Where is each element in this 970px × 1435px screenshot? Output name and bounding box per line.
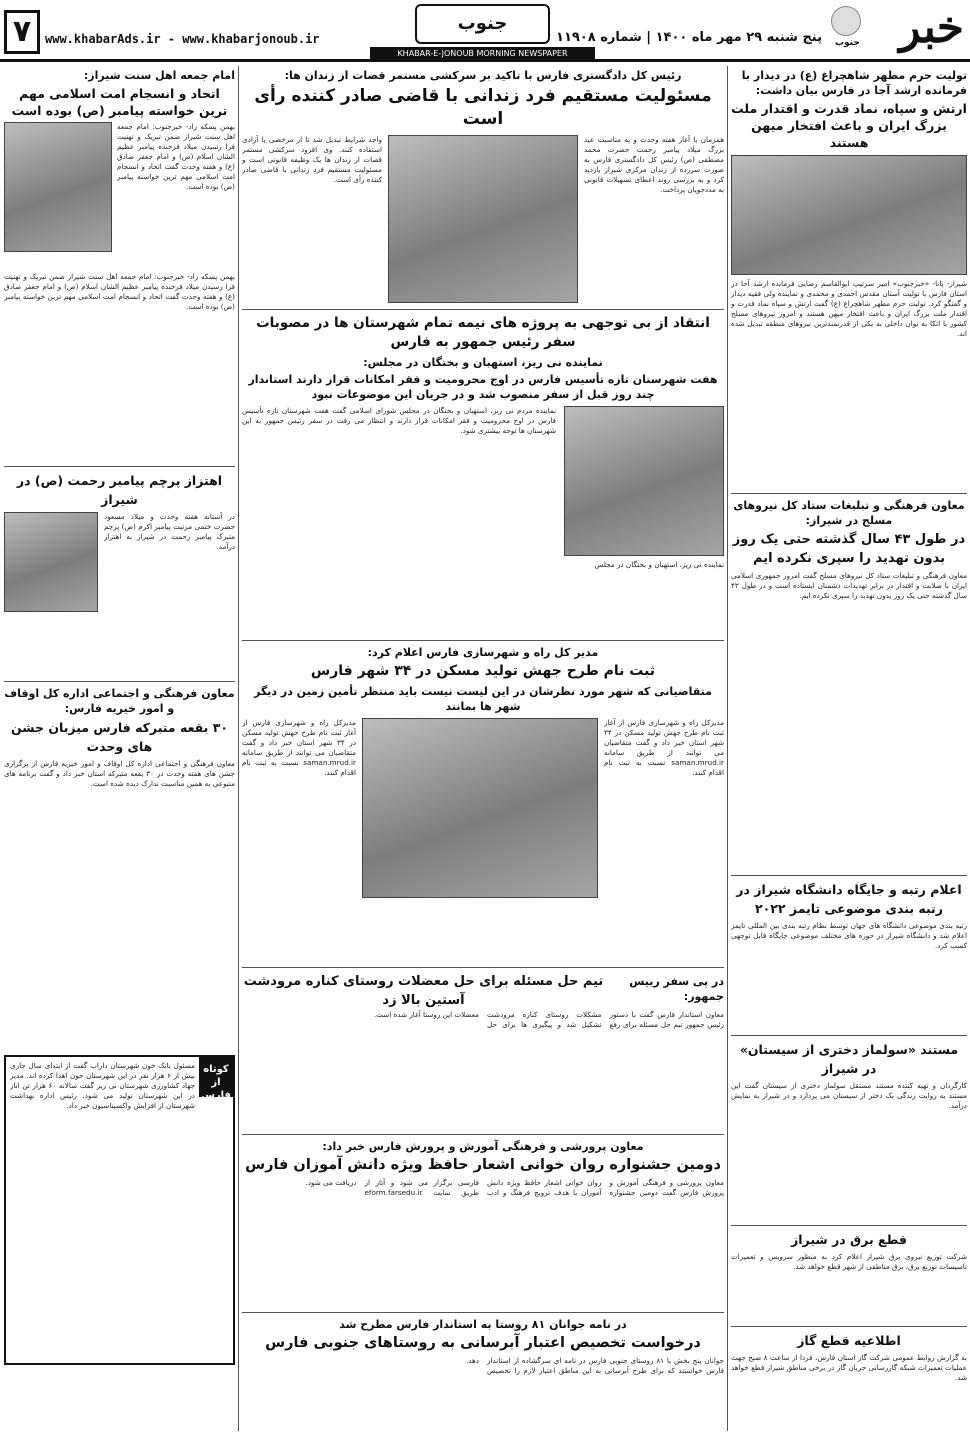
article-kicker: رئیس کل دادگستری فارس با تاکید بر سرکشی مستمر قضات از زندان ها: bbox=[284, 69, 682, 82]
article-kicker: نماینده نی ریز، استهبان و بختگان در مجلس: bbox=[363, 356, 603, 369]
article-body: در آستانه هفته وحدت و میلاد مسعود حضرت ختمی مرتبت پیامبر اکرم (ص) پرچم متبرک پیامبر رحمت در شیراز به اهتزاز درآمد. bbox=[104, 512, 235, 551]
article-headline[interactable]: اهتزاز پرچم پیامبر رحمت (ص) در شیراز bbox=[16, 473, 223, 507]
article-headline[interactable]: انتقاد از بی توجهی به پروژه های نیمه تمام شهرستان ها در مصوبات سفر رئیس جمهور به فارس bbox=[256, 315, 710, 350]
article-divider bbox=[4, 681, 235, 682]
mp-photo bbox=[564, 406, 724, 556]
article-kicker: امام جمعه اهل سنت شیراز: bbox=[83, 69, 235, 82]
article-divider bbox=[731, 875, 967, 876]
photo-caption: نماینده نی ریز، استهبان و بختگان در مجلس bbox=[594, 560, 724, 569]
article-divider bbox=[242, 1312, 724, 1313]
article-body: معاون استاندار فارس گفت با دستور رئیس جمهور تیم حل مسئله برای رفع مشکلات روستای کناره مرودشت تشکیل شد و پیگیری ها برای حل معضلات این روستا آغاز شده است. bbox=[373, 1010, 724, 1029]
photo-with-caption bbox=[564, 406, 724, 636]
article-subheadline: هفت شهرستان تازه تأسیس فارس در اوج محرومیت و فقر امکانات قرار دارند استاندار چند روز قبل از سفر منصوب شد و در جریان این موضوعات نبود bbox=[248, 373, 718, 401]
article-headline[interactable]: مسئولیت مستقیم فرد زندانی با قاضی صادر کننده رأی است bbox=[254, 86, 712, 129]
article-body: معاون فرهنگی و اجتماعی اداره کل اوقاف و امور خیریه فارس از برگزاری جشن های هفته وحدت در ۳۰ بقعه متبرکه استان خبر داد و گفت برنامه های متنوعی به همین مناسبت تدارک دیده شده است. bbox=[4, 759, 235, 788]
article-headline[interactable]: ثبت نام طرح جهش تولید مسکن در ۳۴ شهر فارس bbox=[310, 663, 656, 679]
news-briefs-box bbox=[4, 1055, 235, 1365]
article-body: مدیرکل راه و شهرسازی فارس از آغاز ثبت نام طرح جهش تولید مسکن در ۳۴ شهر استان خبر داد و گفت متقاضیان می توانند از طریق سامانه saman.mrud.ir نسبت به ثبت نام اقدام کنند. bbox=[242, 718, 356, 777]
article-divider bbox=[242, 967, 724, 968]
article-headline[interactable]: ۳۰ بقعه متبرکه فارس میزبان جشن های وحدت bbox=[11, 720, 228, 754]
issue-date: پنج شنبه ۲۹ مهر ماه ۱۴۰۰ | شماره ۱۱۹۰۸ bbox=[556, 30, 822, 45]
right-column bbox=[731, 68, 967, 1430]
article-headline[interactable]: قطع برق در شیراز bbox=[791, 1232, 907, 1247]
article-subheadline: متقاضیانی که شهر مورد نظرشان در این لیست نیست باید منتظر تأمین زمین در دیگر شهر ها بمانند bbox=[254, 685, 712, 713]
article-kicker: تولیت حرم مطهر شاهچراغ (ع) در دیدار با فرمانده ارشد آجا در فارس بیان داشت: bbox=[741, 69, 967, 97]
article-divider bbox=[731, 1035, 967, 1036]
article-block bbox=[242, 406, 724, 636]
article-kicker: در نامه جوانان ۸۱ روستا به استاندار فارس مطرح شد bbox=[339, 1318, 627, 1331]
article-body: کارگردان و تهیه کننده مستند مستقل سولماز دختری از سیستان گفت این مستند به روایت زندگی یک دختر از سیستان می پردازد و در شیراز به نمایش درآمد. bbox=[731, 1081, 967, 1110]
article-divider bbox=[731, 493, 967, 494]
article-body: شرکت توزیع نیروی برق شیراز اعلام کرد به منظور سرویس و تعمیرات تاسیسات توزیع برق، برق مناطقی از شهر قطع خواهد شد. bbox=[731, 1252, 967, 1271]
article-headline[interactable]: اطلاعیه قطع گاز bbox=[797, 1333, 901, 1348]
article-block bbox=[242, 718, 724, 963]
article-body: نماینده مردم نی ریز، استهبان و بختگان در مجلس شورای اسلامی گفت هفت شهرستان تازه تأسیس فارس در اوج محرومیت و فقر امکانات قرار دارند و انتظار می رفت در سفر رئیس جمهور به این شهرستان ها توجه بیشتری شود. bbox=[242, 406, 556, 435]
article-headline[interactable]: درخواست تخصیص اعتبار آبرسانی به روستاهای جنوبی فارس bbox=[265, 1335, 701, 1351]
article-block bbox=[4, 512, 235, 677]
article-headline[interactable]: تیم حل مسئله برای حل معضلات روستای کناره مرودشت آستین بالا زد bbox=[243, 974, 604, 1008]
article-block bbox=[4, 122, 235, 272]
article-headline[interactable]: دومین جشنواره روان خوانی اشعار حافظ ویژه دانش آموزان فارس bbox=[245, 1157, 721, 1173]
article-kicker: در پی سفر رییس جمهور: bbox=[629, 975, 724, 1003]
article-divider bbox=[731, 1326, 967, 1327]
section-label: جنوب bbox=[415, 4, 550, 44]
flag-photo bbox=[4, 512, 98, 612]
article-body: مدیرکل راه و شهرسازی فارس از آغاز ثبت نام طرح جهش تولید مسکن در ۳۴ شهر استان خبر داد و گفت متقاضیان می توانند از طریق سامانه saman.mrud.ir نسبت به ثبت نام اقدام کنند. bbox=[604, 718, 724, 777]
article-body: بهمن پسکه راد- خبرجنوب: امام جمعه اهل سنت شیراز ضمن تبریک و تهنیت فرا رسیدن میلاد فرخنده پیامبر عظیم الشان اسلام (ص) و امام جعفر صادق (ع) و هفته وحدت گفت اتحاد و انسجام امت اسلامی مهم ترین خواسته پیامبر (ص) بوده است. bbox=[4, 272, 235, 311]
imam-photo bbox=[4, 122, 112, 252]
article-divider bbox=[242, 1134, 724, 1135]
globe-icon bbox=[831, 6, 861, 36]
website-links[interactable]: www.khabarAds.ir - www.khabarjonoub.ir bbox=[45, 32, 320, 46]
paper-name-english: KHABAR-E-JONOUB MORNING NEWSPAPER bbox=[370, 47, 595, 60]
logo-subtext: جنوب bbox=[835, 38, 860, 48]
article-kicker: معاون فرهنگی و اجتماعی اداره کل اوقاف و امور خیریه فارس: bbox=[4, 687, 235, 715]
news-briefs-body: مسئول بانک خون شهرستان داراب گفت از ابتدای سال جاری بیش از ۶ هزار نفر در این شهرستان خون اهدا کرده اند. مدیر جهاد کشاورزی شهرستان نی ریز گفت سالانه ۶۰ هزار تن انار در این شهرستان تولید می شود. رئیس اداره بهداشت شهرستان از افزایش واکسیناسیون خبر داد. bbox=[10, 1061, 195, 1110]
center-column bbox=[242, 68, 724, 1430]
article-headline[interactable]: مستند «سولماز دختری از سیستان» در شیراز bbox=[739, 1042, 959, 1076]
article-divider bbox=[4, 466, 235, 467]
masthead bbox=[0, 0, 970, 62]
headline-row bbox=[242, 972, 724, 1010]
meeting-photo bbox=[731, 155, 967, 275]
article-body: شیراز- پانا- «خبرجنوب» امیر سرتیپ ابوالقاسم رضایی فرمانده ارشد آجا در استان فارس با تولیت آستان مقدس احمدی و محمدی و نماینده ولی فقیه دیدار و گفتگو کرد. تولیت حرم مطهر شاهچراغ (ع) گفت ارتش و سپاه نماد قدرت و اقتدار ملت بزرگ ایران و باعث افتخار میهن هستند و امروز نیروهای مسلح کشور با اتکا به توان داخلی به یکی از قدرتمندترین نیروهای منطقه تبدیل شده اند. bbox=[731, 279, 967, 338]
article-body: به گزارش روابط عمومی شرکت گاز استان فارس، فردا از ساعت ۸ صبح جهت عملیات تعمیرات شبکه گازرسانی جریان گاز در برخی مناطق شیراز قطع خواهد شد. bbox=[731, 1353, 967, 1382]
column-divider bbox=[238, 66, 239, 1431]
article-divider bbox=[242, 640, 724, 641]
article-headline[interactable]: اتحاد و انسجام امت اسلامی مهم ترین خواسته پیامبر (ص) بوده است bbox=[11, 86, 228, 118]
article-body: رتبه بندی موضوعی دانشگاه های جهان توسط نظام رتبه بندی بین المللی تایمز اعلام شد و دانشگاه شیراز در حوزه های مختلف موضوعی جایگاه قابل توجهی کسب کرد. bbox=[731, 921, 967, 950]
article-body: همزمان با آغاز هفته وحدت و به مناسبت عید بزرگ میلاد پیامبر رحمت حضرت محمد مصطفی (ص) رئیس کل دادگستری فارس به صورت سرزده از زندان مرکزی شیراز بازدید کرد و به بررسی روند اعطای تسهیلات قانونی به مددجویان پرداخت. bbox=[584, 135, 724, 194]
article-body: واجد شرایط تبدیل شد تا از مرخصی یا آزادی استفاده کنند. وی افزود سرکشی مستمر قضات از زندان ها یک وظیفه قانونی است و مسئولیت مستقیم فرد زندانی با قاضی صادر کننده رأی است. bbox=[242, 135, 382, 184]
judiciary-chief-photo bbox=[388, 135, 578, 303]
page-number: ۷ bbox=[4, 10, 40, 54]
article-block bbox=[242, 135, 724, 305]
logo-text: خبر bbox=[899, 2, 964, 53]
article-photo-wrap bbox=[731, 155, 967, 275]
article-kicker: مدیر کل راه و شهرسازی فارس اعلام کرد: bbox=[367, 646, 599, 659]
article-body: معاون فرهنگی و تبلیغات ستاد کل نیروهای مسلح گفت امروز جمهوری اسلامی ایران با صلابت و اقتدار در برابر تهدیدات دشمنان ایستاده است و در طول ۴۳ سال گذشته حتی یک روز بدون تهدید را سپری نکرده ایم. bbox=[731, 571, 967, 600]
article-headline[interactable]: اعلام رتبه و جایگاه دانشگاه شیراز در رتبه بندی موضوعی تایمز ۲۰۲۲ bbox=[736, 882, 962, 916]
left-column bbox=[4, 68, 235, 1430]
article-body: بهمن پسکه راد- خبرجنوب: امام جمعه اهل سنت شیراز ضمن تبریک و تهنیت فرا رسیدن میلاد فرخنده پیامبر عظیم الشان اسلام (ص) و امام جعفر صادق (ع) و هفته وحدت گفت اتحاد و انسجام امت اسلامی مهم ترین خواسته پیامبر (ص) بوده است. bbox=[117, 122, 235, 191]
newspaper-logo bbox=[829, 2, 964, 54]
article-kicker: معاون فرهنگی و تبلیغات ستاد کل نیروهای مسلح در شیراز: bbox=[733, 499, 965, 527]
column-divider bbox=[727, 66, 728, 1431]
article-divider bbox=[242, 309, 724, 310]
article-headline[interactable]: ارتش و سپاه، نماد قدرت و اقتدار ملت بزرگ ایران و باعث افتخار میهن هستند bbox=[731, 101, 967, 150]
article-divider bbox=[731, 1225, 967, 1226]
article-body: معاون پرورشی و فرهنگی آموزش و پرورش فارس گفت دومین جشنواره روان خوانی اشعار حافظ ویژه دانش آموزان با هدف ترویج فرهنگ و ادب فارسی برگزار می شود و آثار از طریق سایت eform.farsedu.ir دریافت می شود. bbox=[305, 1178, 724, 1197]
article-body: جوانان پنج بخش با ۸۱ روستای جنوبی فارس در نامه ای سرگشاده از استاندار فارس خواستند که برای طرح آبرسانی به این مناطق اعتبار لازم را تخصیص دهد. bbox=[465, 1356, 724, 1375]
article-headline[interactable]: در طول ۴۳ سال گذشته حتی یک روز بدون تهدید را سپری نکرده ایم bbox=[732, 532, 966, 566]
news-briefs-label: کوتاه از فارس bbox=[199, 1057, 233, 1097]
housing-project-photo bbox=[362, 718, 598, 898]
article-kicker: معاون پرورشی و فرهنگی آموزش و پرورش فارس خبر داد: bbox=[322, 1140, 644, 1153]
